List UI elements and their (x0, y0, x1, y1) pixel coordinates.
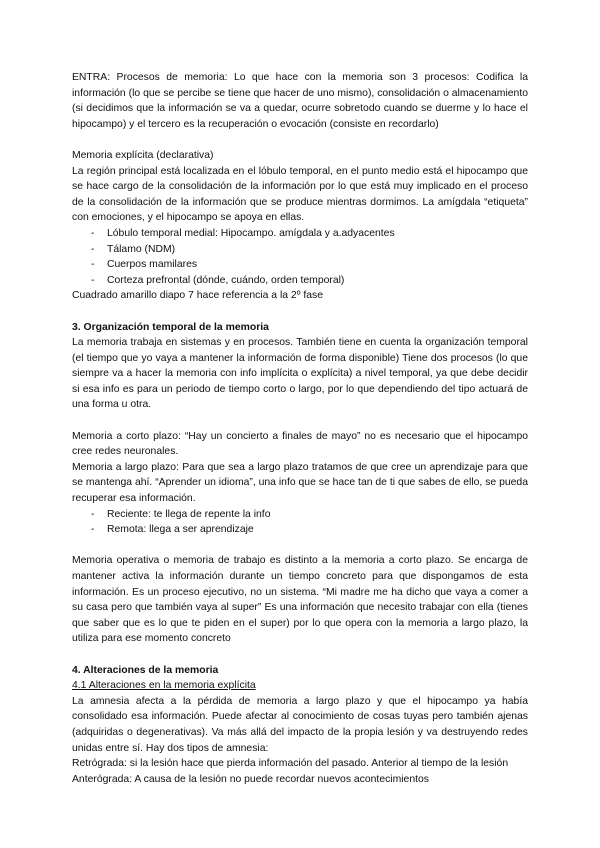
section-4-heading: 4. Alteraciones de la memoria (72, 664, 219, 676)
explicit-memory-title: Memoria explícita (declarativa) (72, 149, 214, 161)
section-3-heading: 3. Organización temporal de la memoria (72, 321, 269, 333)
spacer (72, 647, 528, 663)
list-item: - Tálamo (NDM) (72, 242, 528, 258)
spacer (72, 538, 528, 554)
document-body (72, 70, 528, 787)
explicit-memory-list (72, 226, 528, 288)
long-term-memory-paragraph: Memoria a largo plazo: Para que sea a largo plazo tratamos de que cree un aprendizaje para que se mantenga ahí. “Aprender un idioma”, una info que se hace tan de ti que sabes de ello, se pueda recuperar esa información. (72, 461, 528, 505)
retrograde-amnesia-paragraph: Retrógrada: si la lesión hace que pierda información del pasado. Anterior al tiempo de la lesión (72, 758, 509, 770)
intro-paragraph: ENTRA: Procesos de memoria: Lo que hace con la memoria son 3 procesos: Codifica la información (lo que se percibe se tiene que hacer de uno mismo), consolidación o almacenamiento (si decidimos que la información se va a quedar, ocurre sobretodo cuando se duerme y lo hace el hipocampo) y el tercero es la recuperación o evocación (consiste en recordarlo) (72, 72, 528, 130)
long-term-memory-list (72, 507, 528, 538)
section-4-1-subheading: 4.1 Alteraciones en la memoria explícita (72, 680, 256, 692)
explicit-memory-paragraph: La región principal está localizada en el lóbulo temporal, en el punto medio está el hipocampo que se hace cargo de la consolidación de la información por lo que está muy implicado en el proceso de la consolidación de la información que se produce mientras dormimos. La amígdala “etiqueta” con emociones, y el hipocampo se apoya en ellas. (72, 165, 528, 224)
section-3-paragraph: La memoria trabaja en sistemas y en procesos. También tiene en cuenta la organización temporal (el tiempo que yo vaya a mantener la información de forma disponible) Tiene dos procesos (lo que siempre va a hacer la memoria con info implícita o explícita) a nivel temporal, ya que debe decidir si esa info es para un periodo de tiempo corto o largo, por lo que dependiendo del tipo actuará de una forma u otra. (72, 337, 528, 411)
list-item: - Cuerpos mamilares (72, 257, 528, 273)
short-term-memory-paragraph: Memoria a corto plazo: “Hay un concierto a finales de mayo” no es necesario que el hipocampo cree redes neuronales. (72, 430, 528, 458)
anterograde-amnesia-paragraph: Anterógrada: A causa de la lesión no puede recordar nuevos acontecimientos (72, 773, 429, 785)
list-item: - Reciente: te llega de repente la info (72, 507, 528, 523)
list-item: - Lóbulo temporal medial: Hipocampo. amígdala y a.adyacentes (72, 226, 528, 242)
spacer (72, 132, 528, 148)
list-item: - Remota: llega a ser aprendizaje (72, 522, 528, 538)
spacer (72, 304, 528, 320)
working-memory-paragraph: Memoria operativa o memoria de trabajo es distinto a la memoria a corto plazo. Se encarga de mantener activa la información durante un tiempo concreto para que dispongamos de esta información. Es un proceso ejecutivo, no un sistema. “Mi madre me ha dicho que vaya a comer a su casa pero que también vaya al super” Es una información que necesito trabajar con ella (tienes que saber que es lo que te piden en el super) por lo que opera con la memoria a largo plazo, la utiliza para ese momento concreto (72, 555, 528, 645)
explicit-memory-note: Cuadrado amarillo diapo 7 hace referencia a la 2º fase (72, 290, 324, 302)
amnesia-paragraph: La amnesia afecta a la pérdida de memoria a largo plazo y que el hipocampo ya había consolidado esa información. Puede afectar al conocimiento de cosas tuyas pero también ajenas (adquiridas o degenerativas). Va más allá del impacto de la propia lesión y va destruyendo redes unidas entre sí. Hay dos tipos de amnesia: (72, 695, 528, 754)
list-item: - Corteza prefrontal (dónde, cuándo, orden temporal) (72, 273, 528, 289)
spacer (72, 413, 528, 429)
